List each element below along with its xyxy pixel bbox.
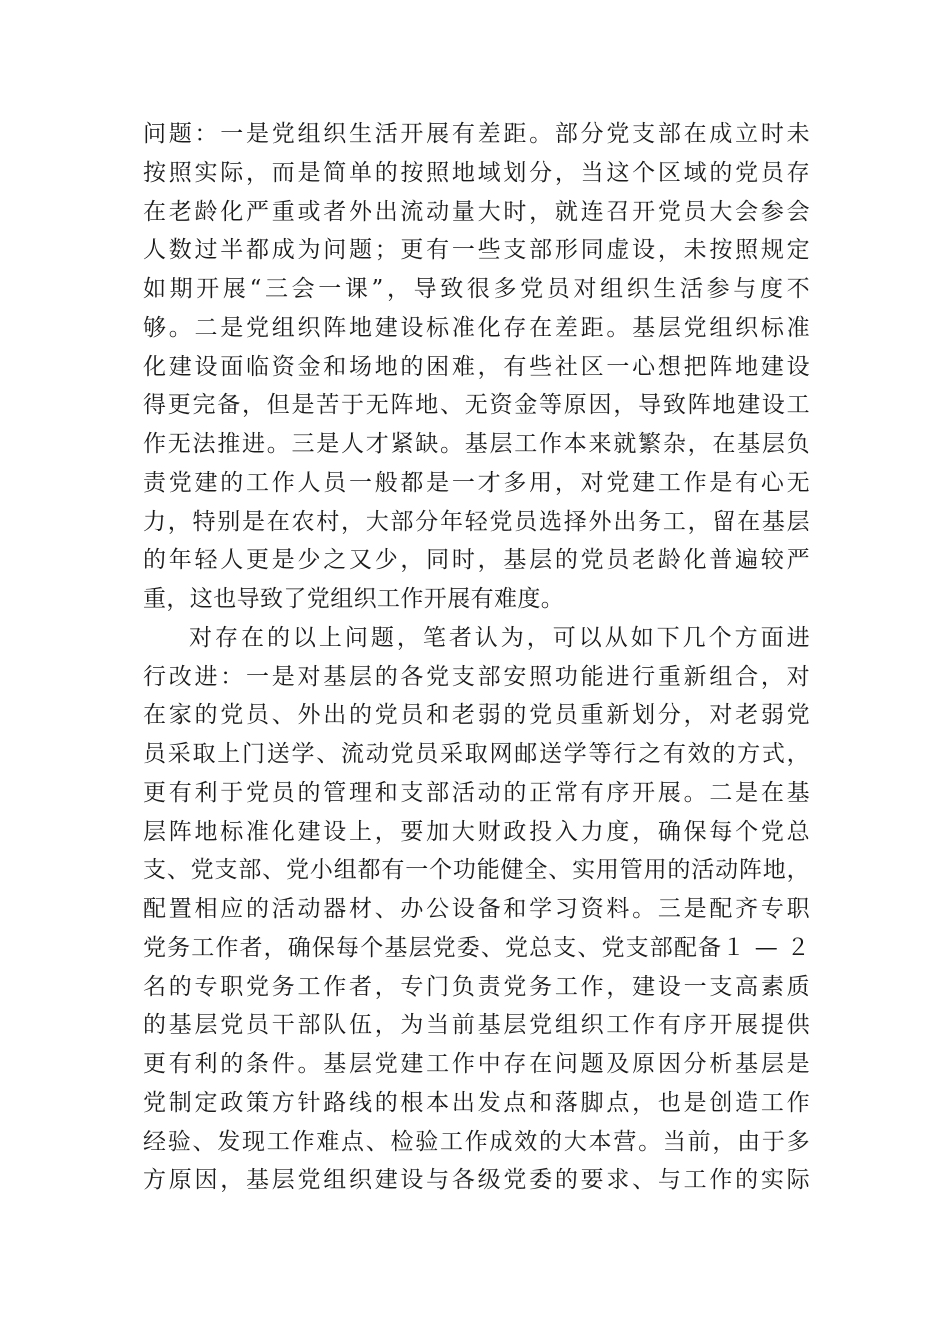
text-line: 的基层党员干部队伍，为当前基层党组织工作有序开展提供 <box>143 1012 810 1039</box>
text-line: 问题：一是党组织生活开展有差距。部分党支部在成立时未 <box>143 121 810 147</box>
text-line: 够。二是党组织阵地建设标准化存在差距。基层党组织标准 <box>143 314 810 341</box>
paragraph-1 <box>143 115 810 619</box>
text-line: 作无法推进。三是人才紧缺。基层工作本来就繁杂，在基层负 <box>143 431 810 457</box>
text-line: 行改进：一是对基层的各党支部安照功能进行重新组合，对 <box>143 663 810 690</box>
text-line: 党制定政策方针路线的根本出发点和落脚点，也是创造工作 <box>143 1089 810 1116</box>
text-line: 支、党支部、党小组都有一个功能健全、实用管用的活动阵地， <box>143 857 810 884</box>
text-line: 力，特别是在农村，大部分年轻党员选择外出务工，留在基层 <box>143 508 810 535</box>
text-line: 配置相应的活动器材、办公设备和学习资料。三是配齐专职 <box>143 896 810 922</box>
text-line: 名的专职党务工作者，专门负责党务工作，建设一支高素质 <box>143 973 810 1000</box>
text-line: 重，这也导致了党组织工作开展有难度。 <box>143 586 565 612</box>
body-text <box>143 115 810 1200</box>
text-line: 员采取上门送学、流动党员采取网邮送学等行之有效的方式， <box>143 741 810 767</box>
text-line: 经验、发现工作难点、检验工作成效的大本营。当前，由于多 <box>143 1128 810 1155</box>
text-line: 层阵地标准化建设上，要加大财政投入力度，确保每个党总 <box>143 818 810 845</box>
text-line: 在老龄化严重或者外出流动量大时，就连召开党员大会参会 <box>143 198 810 225</box>
text-line: 化建设面临资金和场地的困难，有些社区一心想把阵地建设 <box>143 353 810 380</box>
text-line: 在家的党员、外出的党员和老弱的党员重新划分，对老弱党 <box>143 702 810 729</box>
text-line: 如期开展“三会一课”，导致很多党员对组织生活参与度不 <box>143 276 810 302</box>
text-line: 更有利于党员的管理和支部活动的正常有序开展。二是在基 <box>143 779 810 806</box>
text-line: 按照实际，而是简单的按照地域划分，当这个区域的党员存 <box>143 159 810 186</box>
text-line: 人数过半都成为问题；更有一些支部形同虚设，未按照规定 <box>143 237 810 264</box>
text-line: 得更完备，但是苦于无阵地、无资金等原因，导致阵地建设工 <box>143 392 810 419</box>
text-line: 的年轻人更是少之又少，同时，基层的党员老龄化普遍较严 <box>143 547 810 574</box>
text-line: 党务工作者，确保每个基层党委、党总支、党支部配备１ — ２ <box>143 934 810 961</box>
text-line: 责党建的工作人员一般都是一才多用，对党建工作是有心无 <box>143 469 810 496</box>
text-line: 更有利的条件。基层党建工作中存在问题及原因分析基层是 <box>143 1051 810 1077</box>
paragraph-2 <box>143 619 810 1200</box>
text-line: 方原因，基层党组织建设与各级党委的要求、与工作的实际 <box>143 1167 810 1194</box>
text-line: 对存在的以上问题，笔者认为，可以从如下几个方面进 <box>189 624 810 651</box>
